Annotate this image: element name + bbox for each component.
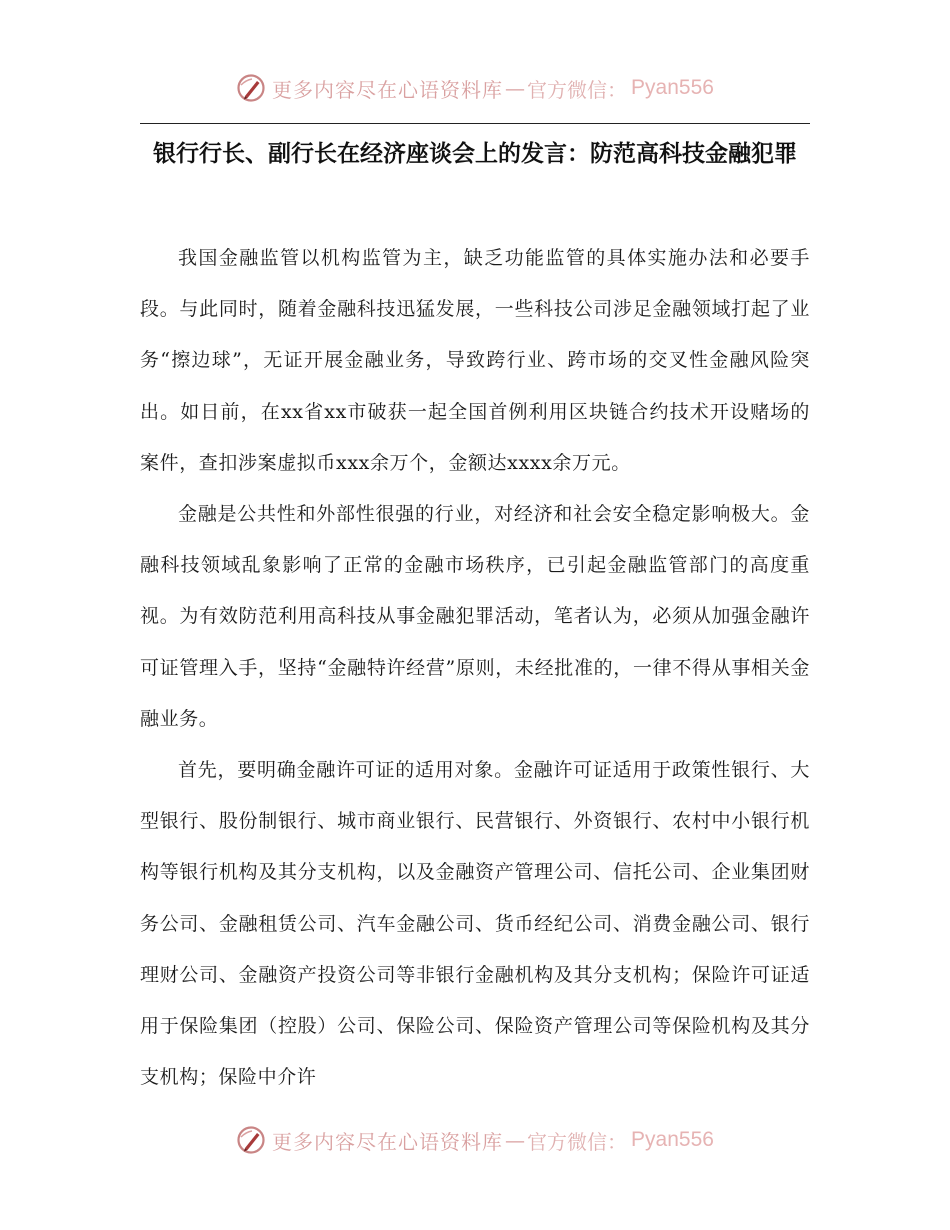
paragraph-2: 金融是公共性和外部性很强的行业，对经济和社会安全稳定影响极大。金融科技领域乱象影响了正常的金融市场秩序，已引起金融监管部门的高度重视。为有效防范利用高科技从事金融犯罪活动，笔者认为，必须从加强金融许可证管理入手，坚持“金融特许经营”原则，未经批准的，一律不得从事相关金融业务。 — [140, 503, 810, 730]
header-banner — [0, 68, 950, 108]
paragraph-1: 我国金融监管以机构监管为主，缺乏功能监管的具体实施办法和必要手段。与此同时，随着金融科技迅猛发展，一些科技公司涉足金融领域打起了业务“擦边球”，无证开展金融业务，导致跨行业、跨市场的交叉性金融风险突出。如日前，在xx省xx市破获一起全国首例利用区块链合约技术开设赌场的案件，查扣涉案虚拟币xxx余万个，金额达xxxx余万元。 — [140, 247, 810, 474]
footer-banner — [0, 1120, 950, 1160]
footer-wechat-label: 官方微信： — [527, 1129, 628, 1154]
pen-logo-icon — [236, 73, 266, 103]
footer-wechat-id: Pyan556 — [631, 1128, 714, 1151]
header-separator: — — [505, 76, 526, 100]
footer-banner-text: 更多内容尽在心语资料库 — [272, 1129, 504, 1154]
header-wechat-id: Pyan556 — [631, 76, 714, 99]
paragraph-3: 首先，要明确金融许可证的适用对象。金融许可证适用于政策性银行、大型银行、股份制银行、城市商业银行、民营银行、外资银行、农村中小银行机构等银行机构及其分支机构，以及金融资产管理公司、信托公司、企业集团财务公司、金融租赁公司、汽车金融公司、货币经纪公司、消费金融公司、银行理财公司、金融资产投资公司等非银行金融机构及其分支机构；保险许可证适用于保险集团（控股）公司、保险公司、保险资产管理公司等保险机构及其分支机构；保险中介许 — [140, 759, 810, 1089]
header-wechat-label: 官方微信： — [527, 77, 628, 102]
footer-separator: — — [505, 1128, 526, 1152]
document-title: 银行行长、副行长在经济座谈会上的发言：防范高科技金融犯罪 — [153, 141, 797, 167]
header-rule — [140, 123, 810, 124]
pen-logo-icon — [236, 1125, 266, 1155]
document-body — [140, 233, 810, 1103]
header-banner-text: 更多内容尽在心语资料库 — [272, 77, 504, 102]
